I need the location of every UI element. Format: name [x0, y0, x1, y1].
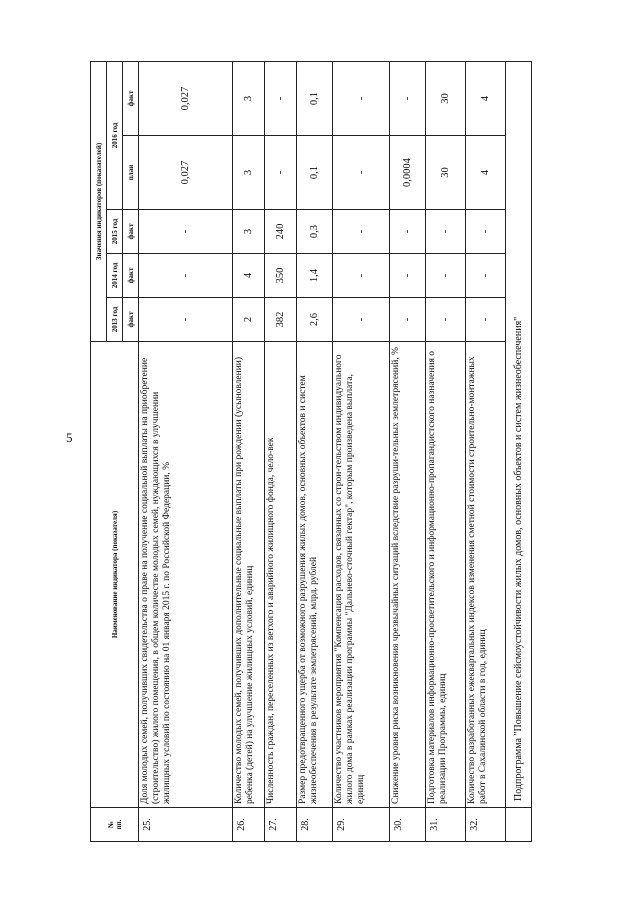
subprogram-row: [506, 61, 532, 841]
indicators-table: [90, 61, 532, 842]
sub-header: факт: [123, 254, 139, 298]
indicator-name: Численность граждан, переселенных из ветхого и аварийного жилищного фонда, чело-век: [265, 342, 297, 808]
value-cell: -: [426, 298, 466, 342]
value-cell: -: [333, 298, 390, 342]
row-number: 25.: [139, 808, 233, 842]
table-row: [466, 61, 506, 841]
value-cell: -: [390, 254, 426, 298]
value-cell: 1,4: [297, 254, 333, 298]
value-cell: 30: [426, 136, 466, 210]
year-header: 2016 год: [107, 61, 123, 209]
value-cell: 0,027: [139, 61, 233, 135]
col-values-header: Значения индикаторов (показателей): [91, 61, 107, 341]
year-header: 2015 год: [107, 210, 123, 254]
value-cell: 30: [426, 61, 466, 135]
col-name-header: Наименование индикатора (показателя): [91, 342, 139, 808]
value-cell: -: [466, 298, 506, 342]
year-header: 2014 год: [107, 254, 123, 298]
row-number: 31.: [426, 808, 466, 842]
value-cell: -: [265, 136, 297, 210]
value-cell: -: [333, 136, 390, 210]
sub-header: факт: [123, 210, 139, 254]
page-number: 5: [66, 430, 73, 445]
indicator-name: Доля молодых семей, получивших свидетельства о праве на получение социальной выплаты на приобретение (строительство) жилого помещения, в общем количестве молодых семей, нуждающихся в улучшении жилищных условий по состоянию на 01 января 2015 г. по Российской Федерации, %: [139, 342, 233, 808]
row-number: 27.: [265, 808, 297, 842]
value-cell: 350: [265, 254, 297, 298]
indicator-name: Подготовка материалов информационно-просветительского и информационно-пропагандистского назначения о реализации Программы, единиц: [426, 342, 466, 808]
table-row: [265, 61, 297, 841]
row-number: 28.: [297, 808, 333, 842]
row-number: 29.: [333, 808, 390, 842]
value-cell: -: [466, 210, 506, 254]
value-cell: -: [390, 61, 426, 135]
value-cell: -: [390, 210, 426, 254]
table-row: [139, 61, 233, 841]
value-cell: 3: [233, 136, 265, 210]
value-cell: -: [139, 254, 233, 298]
value-cell: -: [139, 210, 233, 254]
value-cell: -: [466, 254, 506, 298]
value-cell: 4: [466, 136, 506, 210]
value-cell: 4: [233, 254, 265, 298]
sub-header: факт: [123, 298, 139, 342]
table-row: [390, 61, 426, 841]
indicator-name: Количество молодых семей, получивших дополнительные социальные выплаты при рождении (усыновлении) ребенка (детей) на улучшение жилищных условий, единиц: [233, 342, 265, 808]
subprogram-title: Подпрограмма "Повышение сейсмоустойчивости жилых домов, основных объектов и систем жизнеобеспечения": [506, 61, 532, 807]
subprogram-spacer: [506, 808, 532, 842]
row-number: 30.: [390, 808, 426, 842]
table-row: [297, 61, 333, 841]
year-header: 2013 год: [107, 298, 123, 342]
value-cell: 2,6: [297, 298, 333, 342]
value-cell: 240: [265, 210, 297, 254]
value-cell: 0,0004: [390, 136, 426, 210]
value-cell: 3: [233, 61, 265, 135]
value-cell: -: [265, 61, 297, 135]
value-cell: 0,1: [297, 136, 333, 210]
value-cell: 4: [466, 61, 506, 135]
value-cell: 3: [233, 210, 265, 254]
indicator-name: Снижение уровня риска возникновения чрезвычайных ситуаций вследствие разруши-тельных землетрясений, %: [390, 342, 426, 808]
table-row: [333, 61, 390, 841]
value-cell: -: [333, 254, 390, 298]
sub-header: факт: [123, 61, 139, 135]
col-num-header: № пп.: [91, 808, 139, 842]
indicator-name: Количество участников мероприятия "Компенсация расходов, связанных со строи-тельством индивидуального жилого дома в рамках реализации программы "Дальнево-сточный гектар", которым произведена выплата, единиц: [333, 342, 390, 808]
value-cell: 382: [265, 298, 297, 342]
value-cell: 0,027: [139, 136, 233, 210]
row-number: 32.: [466, 808, 506, 842]
value-cell: -: [333, 210, 390, 254]
indicator-name: Количество разработанных ежеквартальных индексов изменения сметной стоимости строительно-монтажных работ в Сахалинской области в год, единиц: [466, 342, 506, 808]
row-number: 26.: [233, 808, 265, 842]
value-cell: -: [390, 298, 426, 342]
value-cell: 0,3: [297, 210, 333, 254]
value-cell: -: [139, 298, 233, 342]
value-cell: 2: [233, 298, 265, 342]
sub-header: план: [123, 136, 139, 210]
table-row: [426, 61, 466, 841]
value-cell: -: [426, 254, 466, 298]
rotated-page-content: [90, 62, 585, 842]
indicator-name: Размер предотвращенного ущерба от возможного разрушения жилых домов, основных объектов и систем жизнеобеспечения в результате землетрясений, млрд. рублей: [297, 342, 333, 808]
value-cell: 0,1: [297, 61, 333, 135]
value-cell: -: [426, 210, 466, 254]
table-row: [233, 61, 265, 841]
value-cell: -: [333, 61, 390, 135]
